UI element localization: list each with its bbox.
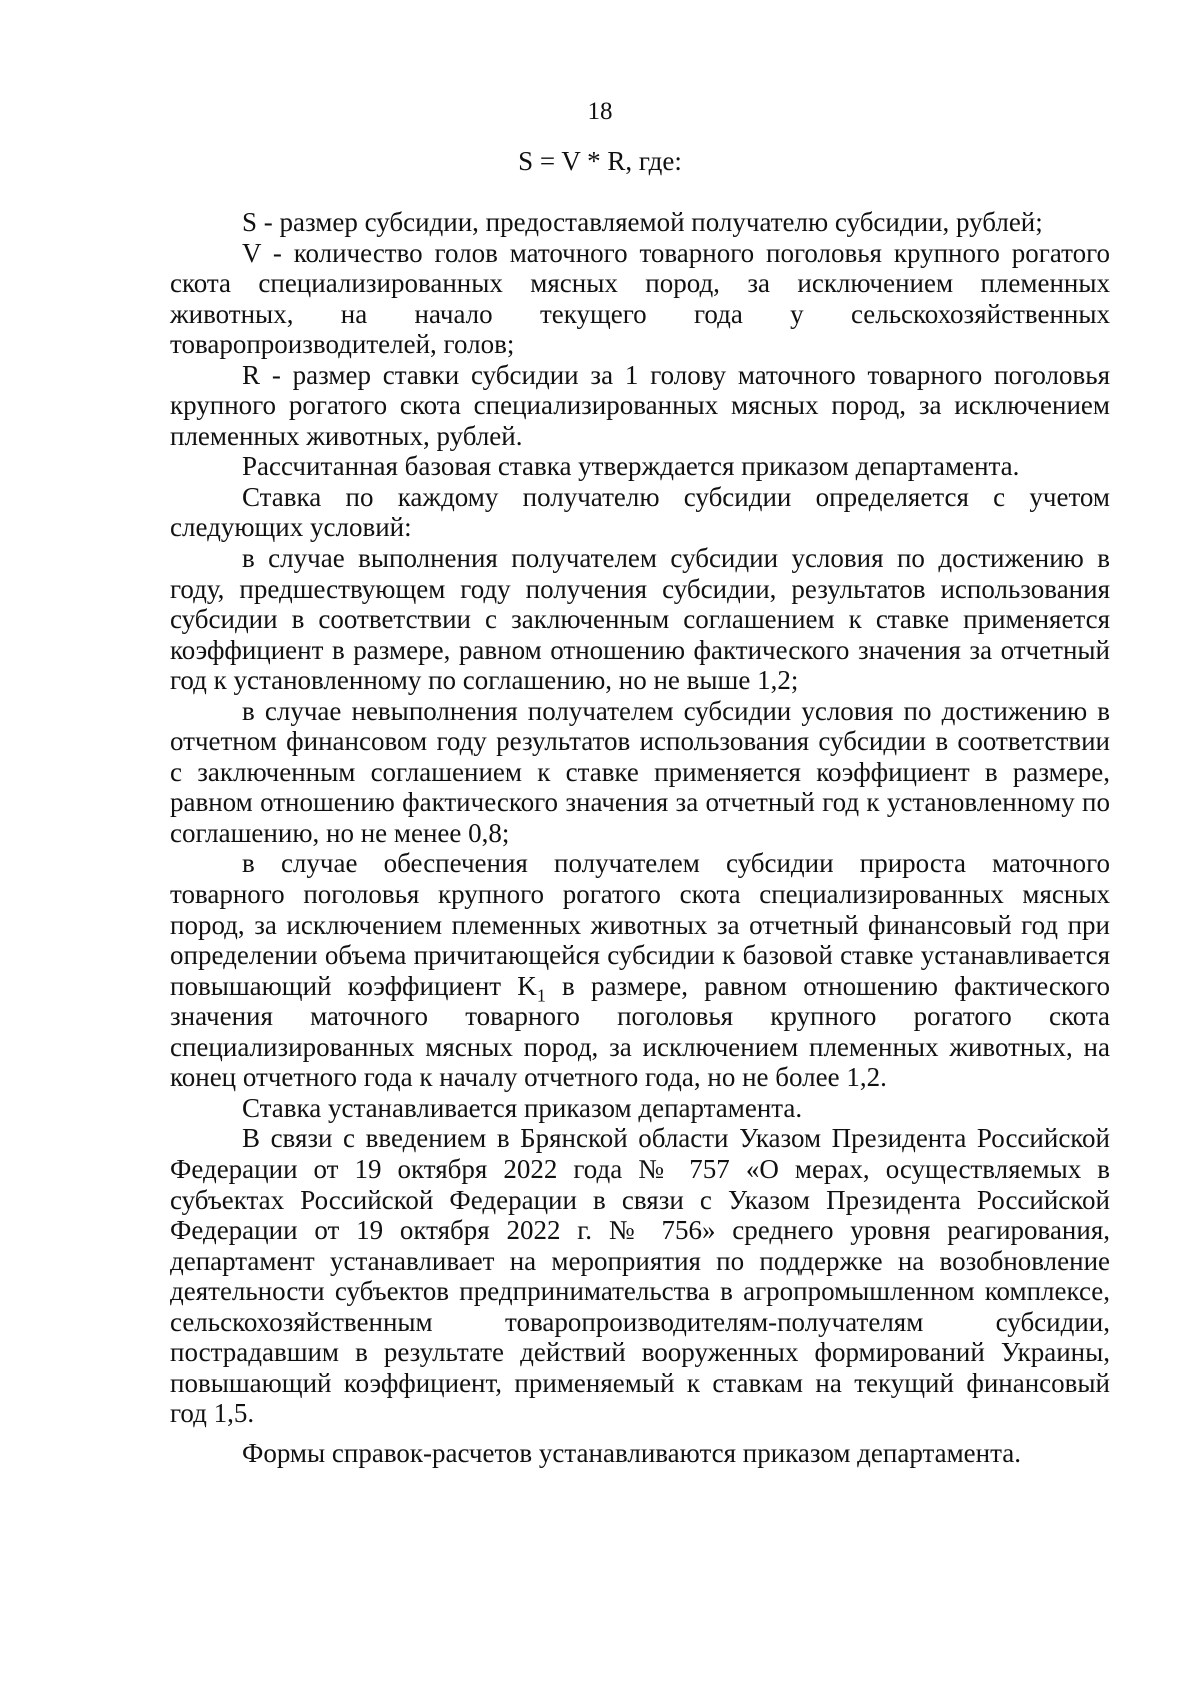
paragraph-forms: Формы справок-расчетов устанавливаются приказом департамента. bbox=[242, 1437, 1021, 1468]
formula-line: S = V * R, где: bbox=[518, 146, 682, 176]
paragraph-s-definition: S - размер субсидии, предоставляемой получателю субсидии, рублей; bbox=[242, 207, 1043, 237]
paragraph-conditions-intro: Ставка по каждому получателю субсидии определяется с учетом следующих условий: bbox=[170, 481, 1110, 543]
paragraph-rate-set: Ставка устанавливается приказом департамента. bbox=[242, 1092, 803, 1123]
paragraph-bryansk-decree: В связи с введением в Брянской области Указом Президента Российской Федерации от 19 октября 2022 года № 757 «О мерах, осуществляемых в субъектах Российской Федерации в связи с Указом Президента Российской Федерации от 19 октября 2022 г. № 756» среднего уровня реагирования, департамент устанавливает на мероприятия по поддержке на возобновление деятельности субъектов предпринимательства в агропромышленном комплексе, сельскохозяйственным товаропроизводителям-получателям субсидии, пострадавшим в результате действий вооруженных формирований Украины, повышающий коэффициент, применяемый к ставкам на текущий финансовый год 1,5. bbox=[170, 1123, 1110, 1429]
paragraph-base-rate: Рассчитанная базовая ставка утверждается приказом департамента. bbox=[242, 451, 1020, 482]
k1-subscript: 1 bbox=[536, 985, 546, 1006]
paragraph-v-definition: V - количество голов маточного товарного поголовья крупного рогатого скота специализированных мясных пород, за исключением племенных животных, на начало текущего года у сельскохозяйственных товаропроизводителей, голов; bbox=[170, 237, 1110, 360]
document-body bbox=[170, 207, 1110, 1468]
paragraph-k1-coefficient bbox=[170, 848, 1110, 1092]
paragraph-condition-not-fulfilled: в случае невыполнения получателем субсидии условия по достижению в отчетном финансовом году результатов использования субсидии в соответствии с заключенным соглашением к ставке применяется коэффициент в размере, равном отношению фактического значения за отчетный год к установленному по соглашению, но не менее 0,8; bbox=[170, 695, 1110, 848]
paragraph-r-definition: R - размер ставки субсидии за 1 голову маточного товарного поголовья крупного рогатого скота специализированных мясных пород, за исключением племенных животных, рублей. bbox=[170, 359, 1110, 451]
k1-text-before: в случае обеспечения получателем субсидии прироста маточного товарного поголовья крупного рогатого скота специализированных мясных пород, за исключением племенных животных за отчетный финансовый год при определении объема причитающейся субсидии к базовой ставке устанавливается повышающий коэффициент K bbox=[170, 848, 1110, 1001]
paragraph-condition-fulfilled: в случае выполнения получателем субсидии условия по достижению в году, предшествующем году получения субсидии, результатов использования субсидии в соответствии с заключенным соглашением к ставке применяется коэффициент в размере, равном отношению фактического значения за отчетный год к установленному по соглашению, но не выше 1,2; bbox=[170, 543, 1110, 696]
page-number: 18 bbox=[587, 98, 613, 125]
k1-text-after: в размере, равном отношению фактического значения маточного товарного поголовья крупного рогатого скота специализированных мясных пород, за исключением племенных животных, на конец отчетного года к началу отчетного года, но не более 1,2. bbox=[170, 970, 1111, 1093]
